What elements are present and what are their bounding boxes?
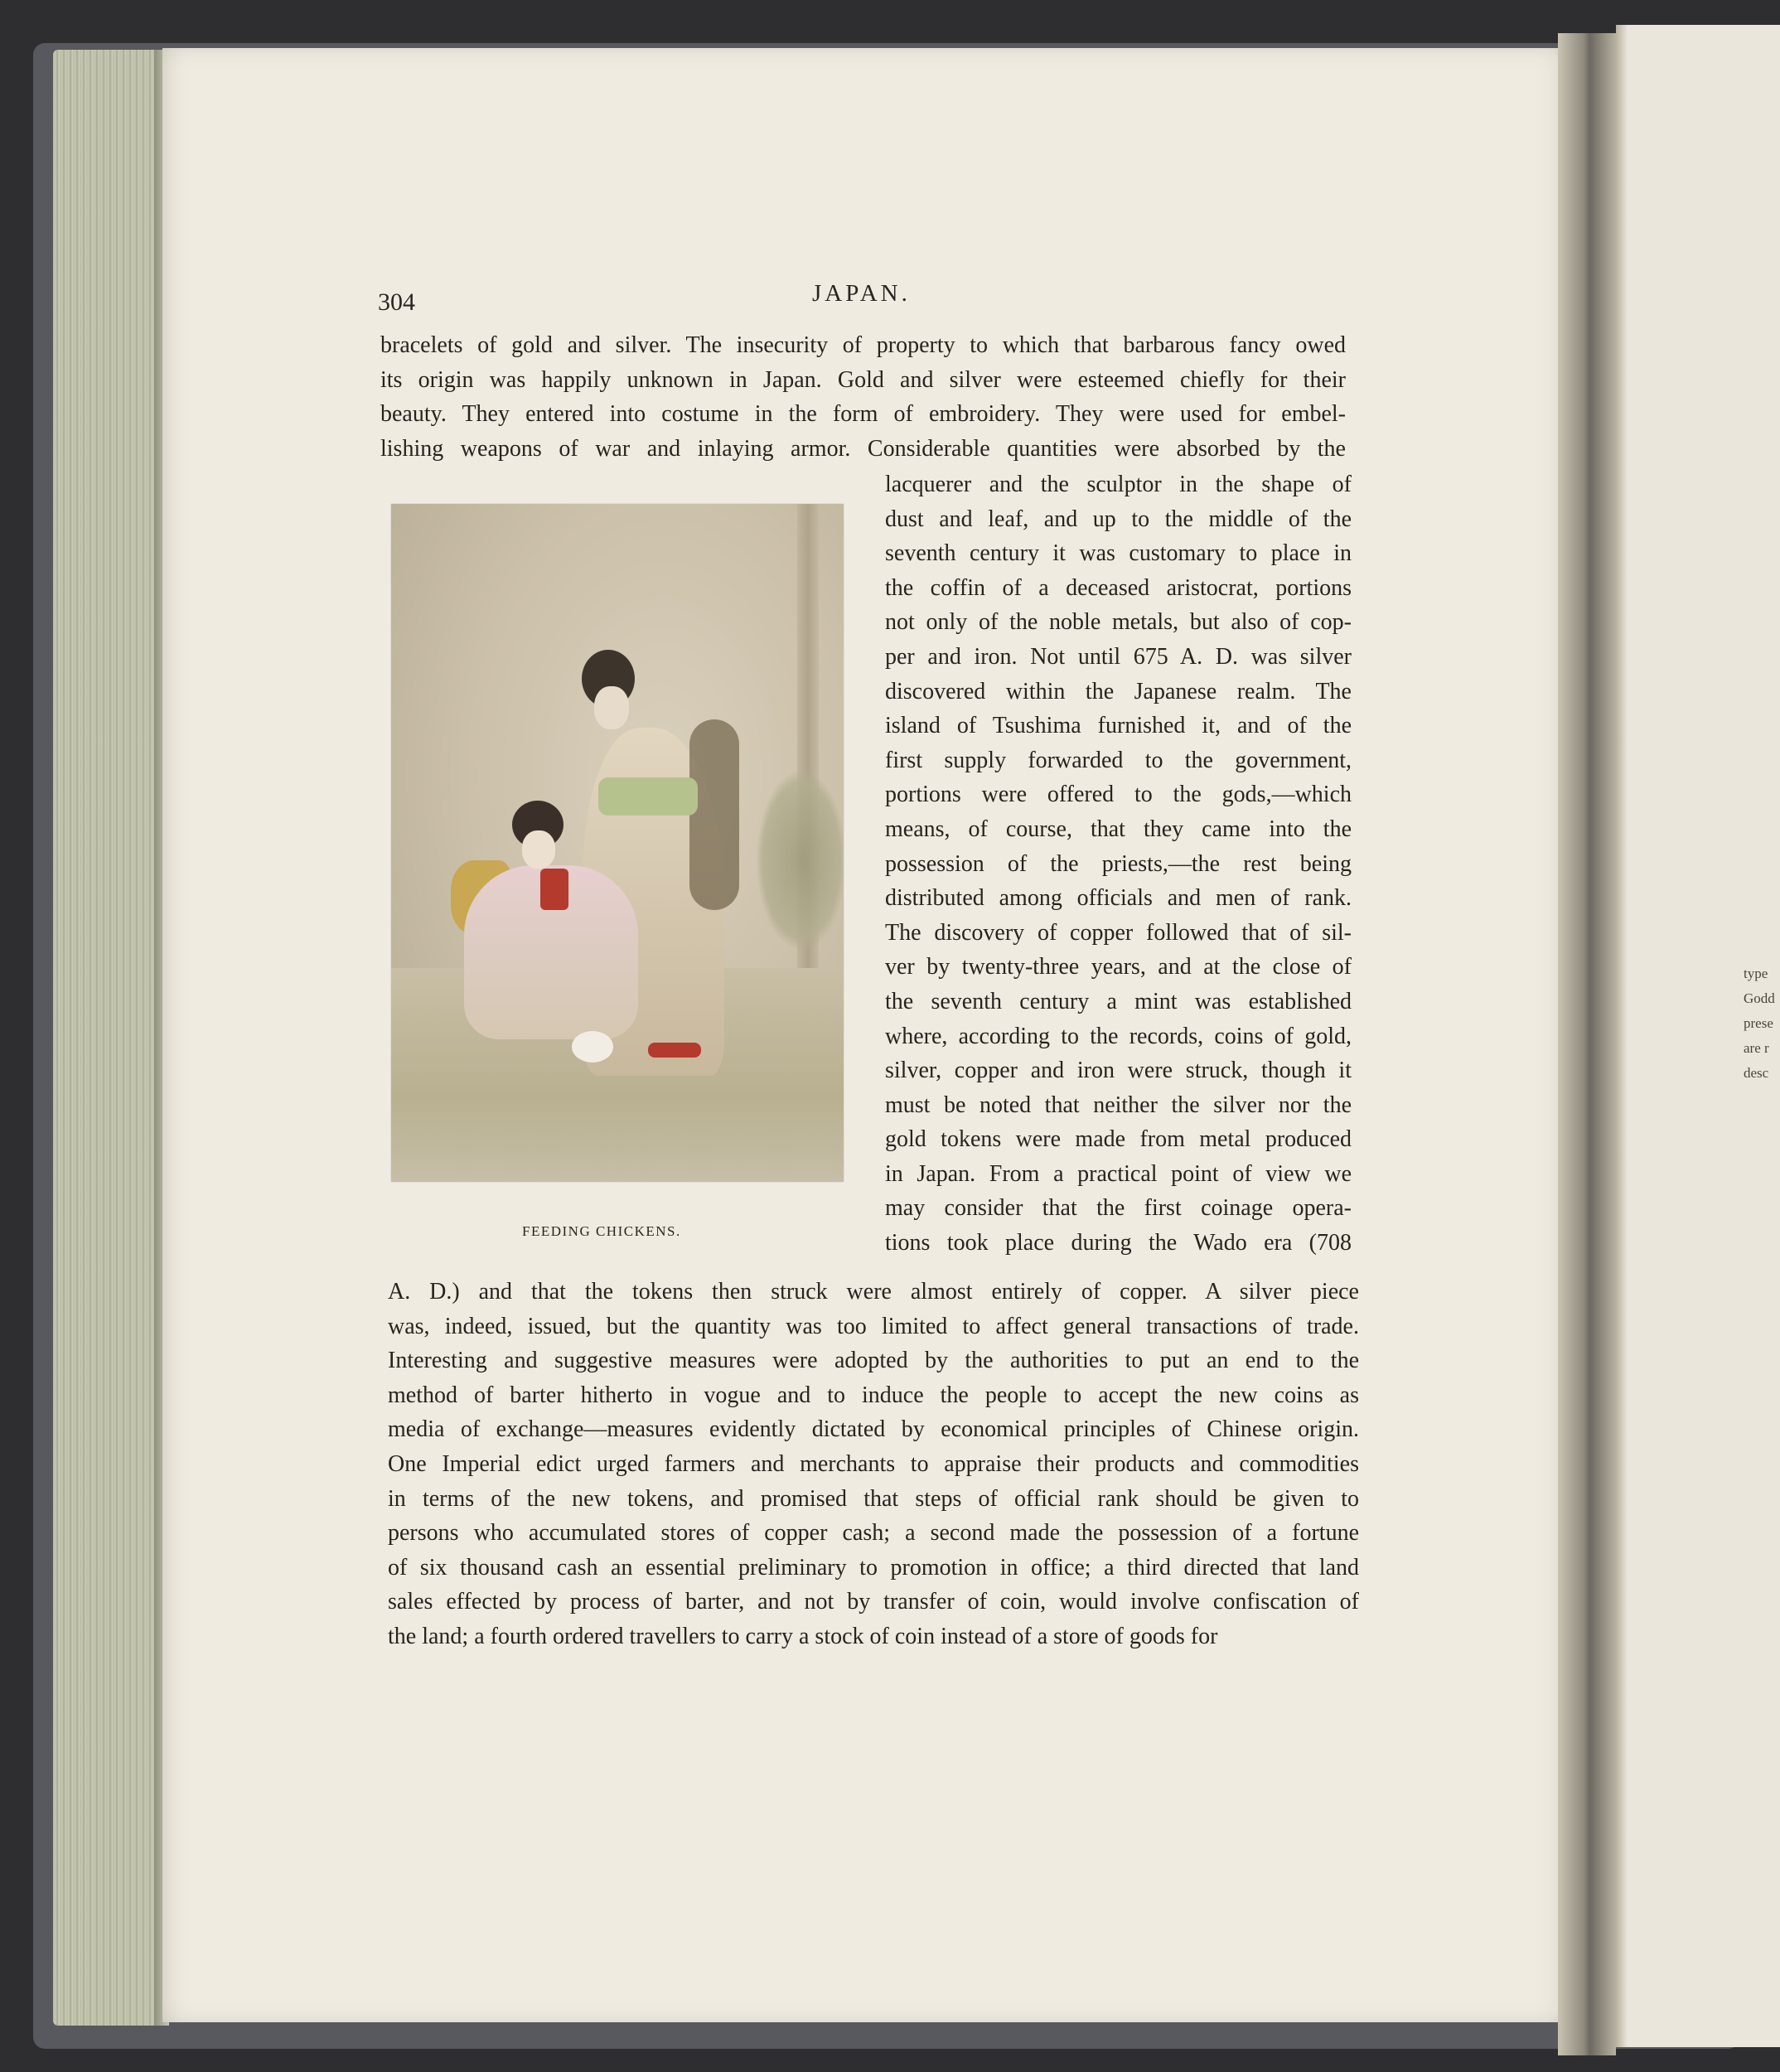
photo-standing-woman-face: [594, 686, 629, 729]
text-line: beauty. They entered into costume in the form of embroidery. They were used for embel-: [380, 401, 1346, 428]
text-line: must be noted that neither the silver nor the: [885, 1092, 1352, 1118]
photo-kneeling-woman-collar: [540, 869, 568, 910]
photo-kneeling-woman-face: [522, 830, 555, 869]
text-line: was, indeed, issued, but the quantity was too limited to affect general transactions of trade.: [388, 1313, 1359, 1339]
text-line: lacquerer and the sculptor in the shape of: [885, 472, 1352, 497]
text-line: where, according to the records, coins of gold,: [885, 1023, 1352, 1049]
text-line: gold tokens were made from metal produced: [885, 1126, 1352, 1153]
facing-page-fragment: are r: [1744, 1040, 1769, 1056]
text-line: A. D.) and that the tokens then struck were almost entirely of copper. A silver piece: [388, 1279, 1359, 1305]
text-line: means, of course, that they came into the: [885, 816, 1352, 842]
text-line: the coffin of a deceased aristocrat, portions: [885, 574, 1352, 601]
body-text-top: [380, 328, 1346, 466]
text-line: distributed among officials and men of rank.: [885, 885, 1352, 912]
text-line: may consider that the first coinage opera-: [885, 1195, 1352, 1222]
text-line: per and iron. Not until 675 A. D. was silver: [885, 643, 1352, 670]
body-text-bottom: [388, 1275, 1359, 1654]
text-line: not only of the noble metals, but also of cop-: [885, 609, 1352, 636]
text-line: lishing weapons of war and inlaying armor. Considerable quantities were absorbed by the: [380, 435, 1346, 462]
text-line: its origin was happily unknown in Japan. Gold and silver were esteemed chiefly for their: [380, 366, 1346, 393]
page-number: 304: [378, 288, 415, 316]
facing-page-text-fragments: [1744, 961, 1775, 1086]
facing-page-edge: [1616, 25, 1628, 2047]
text-line: silver, copper and iron were struck, though it: [885, 1058, 1352, 1084]
text-line: persons who accumulated stores of copper cash; a second made the possession of a fortune: [388, 1520, 1359, 1547]
text-line: discovered within the Japanese realm. The: [885, 678, 1352, 704]
feeding-chickens-photo: [391, 504, 844, 1182]
figure-caption: FEEDING CHICKENS.: [522, 1223, 681, 1239]
page-block-edges: [53, 50, 169, 2026]
text-line: media of exchange—measures evidently dictated by economical principles of Chinese origin.: [388, 1416, 1359, 1443]
text-line: The discovery of copper followed that of sil-: [885, 919, 1352, 946]
text-line: the land; a fourth ordered travellers to carry a stock of coin instead of a store of goods for: [388, 1623, 1218, 1649]
text-line: method of barter hitherto in vogue and to induce the people to accept the new coins as: [388, 1382, 1359, 1408]
facing-page-fragment: Godd: [1744, 990, 1775, 1006]
text-line: the seventh century a mint was established: [885, 988, 1352, 1014]
text-line: One Imperial edict urged farmers and merchants to appraise their products and commodities: [388, 1450, 1359, 1477]
photo-standing-woman-sleeve: [689, 719, 739, 910]
text-line: of six thousand cash an essential preliminary to promotion in office; a third directed that land: [388, 1554, 1359, 1581]
photo-chicken: [572, 1031, 613, 1063]
text-line: possession of the priests,—the rest being: [885, 850, 1352, 877]
facing-page-fragment: prese: [1744, 1015, 1773, 1031]
facing-page-fragment: desc: [1744, 1065, 1769, 1081]
running-head: JAPAN.: [812, 280, 911, 307]
text-line: in terms of the new tokens, and promised that steps of official rank should be given to: [388, 1485, 1359, 1512]
text-line: island of Tsushima furnished it, and of the: [885, 713, 1352, 739]
text-line: tions took place during the Wado era (708: [885, 1230, 1352, 1256]
text-line: ver by twenty-three years, and at the close of: [885, 954, 1352, 980]
facing-page: [1616, 25, 1780, 2047]
photo-standing-woman-obi: [598, 777, 698, 816]
facing-page-fragment: type: [1744, 966, 1768, 981]
photo-shrub: [756, 769, 844, 951]
photo-sandal: [648, 1043, 701, 1058]
text-line: dust and leaf, and up to the middle of the: [885, 506, 1352, 532]
text-line: bracelets of gold and silver. The insecurity of property to which that barbarous fancy owed: [380, 332, 1346, 358]
text-line: sales effected by process of barter, and not by transfer of coin, would involve confiscation of: [388, 1589, 1359, 1615]
text-line: seventh century it was customary to place in: [885, 540, 1352, 567]
text-line: Interesting and suggestive measures were adopted by the authorities to put an end to the: [388, 1348, 1359, 1374]
book-gutter: [1558, 33, 1616, 2055]
text-line: first supply forwarded to the government,: [885, 747, 1352, 773]
text-line: in Japan. From a practical point of view we: [885, 1160, 1352, 1187]
body-text-wrap: [885, 467, 1352, 1261]
text-line: portions were offered to the gods,—which: [885, 782, 1352, 808]
